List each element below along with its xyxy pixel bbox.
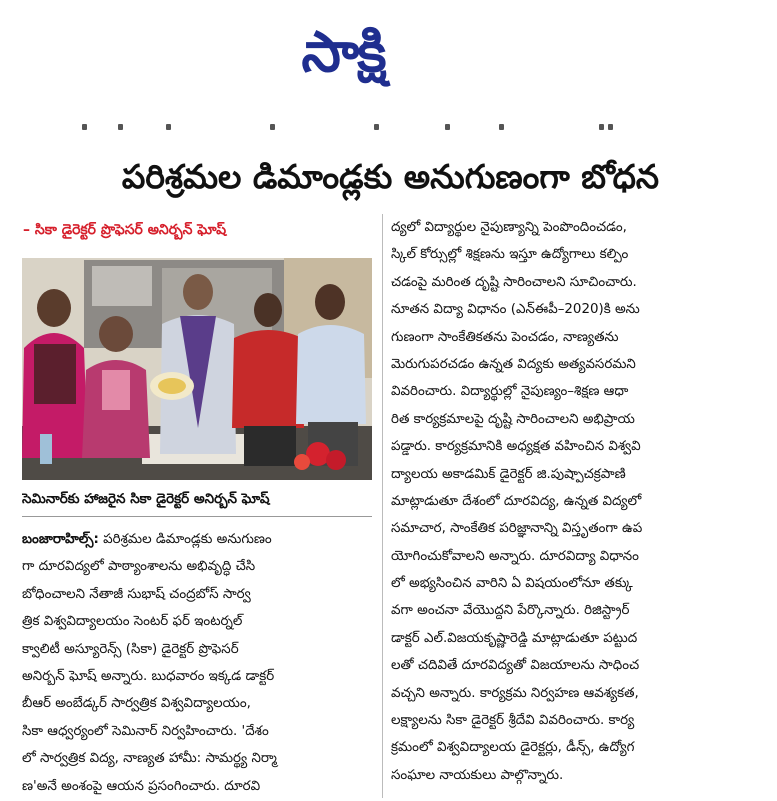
- article-line: లక్ష్యాలను సికా డైరెక్టర్ శ్రీదేవి వివరించారు. కార్య: [391, 713, 635, 729]
- article-line: లో సార్వత్రిక విద్య, నాణ్యత హామీ: సామర్థ్య నిర్మా: [22, 751, 277, 767]
- event-photo: [22, 258, 372, 480]
- article-line: రిత కార్యక్రమాలపై దృష్టి సారించాలని అభిప్రాయ: [391, 411, 635, 427]
- article-line: చడంపై మరింత దృష్టి సారించాలని సూచించారు.: [391, 274, 637, 290]
- article-line: గుణంగా సాంకేతికతను పెంచడం, నాణ్యతను: [391, 329, 619, 345]
- article-line: వివరించారు. విద్యార్థుల్లో నైపుణ్యం–శిక్షణ ఆధా: [391, 384, 629, 400]
- article-line: క్వాలిటీ అస్యూరెన్స్ (సికా) డైరెక్టర్ ప్రొఫెసర్: [22, 641, 239, 657]
- article-line: సంఘాల నాయకులు పాల్గొన్నారు.: [391, 767, 564, 783]
- article-line: [22, 526, 374, 553]
- article-line: సమాచార, సాంకేతిక పరిజ్ఞానాన్ని విస్తృతంగా ఉప: [391, 521, 643, 537]
- masthead: [0, 0, 777, 108]
- article-line: లో అభ్యసించిన వారిని ఏ విషయంలోనూ తక్కు: [391, 576, 633, 592]
- article-line: అనిర్బన్ ఘోష్ అన్నారు. బుధవారం ఇక్కడ డాక్టర్: [22, 668, 275, 684]
- column-divider: [382, 214, 383, 798]
- article-line: బీఆర్ అంబేడ్కర్ సార్వత్రిక విశ్వవిద్యాలయం,: [22, 696, 251, 712]
- article-line: త్రిక విశ్వవిద్యాలయం సెంటర్ ఫర్ ఇంటర్నల్: [22, 614, 243, 630]
- event-photo-illustration: [22, 258, 372, 480]
- dateline: బంజారాహిల్స్:: [22, 532, 99, 547]
- article-line: నూతన విద్యా విధానం (ఎన్ఈపీ–2020)కి అను: [391, 302, 640, 318]
- article-line: డాక్టర్ ఎల్.విజయకృష్ణారెడ్డి మాట్లాడుతూ పట్టుద: [391, 630, 638, 646]
- article-line: ద్యాలయ అకాడమిక్ డైరెక్టర్ జి.పుష్పాచక్రపాణి: [391, 466, 626, 482]
- article-line: మెరుగుపరచడం ఉన్నత విద్యకు అత్యవసరమని: [391, 356, 636, 372]
- article-line: సికా ఆధ్వర్యంలో సెమినార్ నిర్వహించారు. 'దేశం: [22, 723, 269, 739]
- article-line: వగా అంచనా వేయొద్దని పేర్కొన్నారు. రిజిస్ట్రార్: [391, 603, 630, 619]
- article-line: ణ'అనే అంశంపై ఆయన ప్రసంగించారు. దూరవి: [22, 778, 261, 794]
- article-line: స్కిల్ కోర్సుల్లో శిక్షణను ఇస్తూ ఉద్యోగాలు కల్పిం: [391, 247, 629, 263]
- headline: పరిశ్రమల డిమాండ్లకు అనుగుణంగా బోధన: [121, 157, 660, 196]
- logo-text: సాక్షి: [301, 20, 385, 85]
- sakshi-logo: [238, 10, 448, 96]
- article-line: మాట్లాడుతూ దేశంలో దూరవిద్య, ఉన్నత విద్యలో: [391, 493, 642, 509]
- article-column-left: [22, 526, 374, 800]
- article-line: క్రమంలో విశ్వవిద్యాలయ డైరెక్టర్లు, డీన్స్, ఉద్యోగ: [391, 740, 635, 756]
- article-line: ద్యలో విద్యార్థుల నైపుణ్యాన్ని పెంపొందించడం,: [391, 220, 627, 235]
- photo-caption: సెమినార్‌కు హాజరైన సికా డైరెక్టర్ అనిర్బన్ ఘోష్: [22, 491, 270, 507]
- article-line: యోగించుకోవాలని అన్నారు. దూరవిద్యా విధానం: [391, 548, 639, 564]
- top-rule-marks: [0, 124, 777, 132]
- byline: – సికా డైరెక్టర్ ప్రొఫెసర్ అనిర్బన్ ఘోష్: [23, 222, 227, 238]
- article-line: బోధించాలని నేతాజీ సుభాష్ చంద్రబోస్ సార్వ: [22, 586, 251, 602]
- article-line: పడ్డారు. కార్యక్రమానికి అధ్యక్షత వహించిన విశ్వవి: [391, 439, 641, 455]
- caption-divider: [22, 516, 372, 517]
- article-line: వచ్చని అన్నారు. కార్యక్రమ నిర్వహణ ఆవశ్యకత,: [391, 685, 639, 701]
- article-column-right: [391, 214, 759, 789]
- article-line: లతో చదివితే దూరవిద్యతో విజయాలను సాధించ: [391, 658, 640, 674]
- article-line-text: పరిశ్రమల డిమాండ్లకు అనుగుణం: [103, 532, 272, 547]
- article-line: గా దూరవిద్యలో పాఠ్యాంశాలను అభివృద్ధి చేసి: [22, 559, 256, 575]
